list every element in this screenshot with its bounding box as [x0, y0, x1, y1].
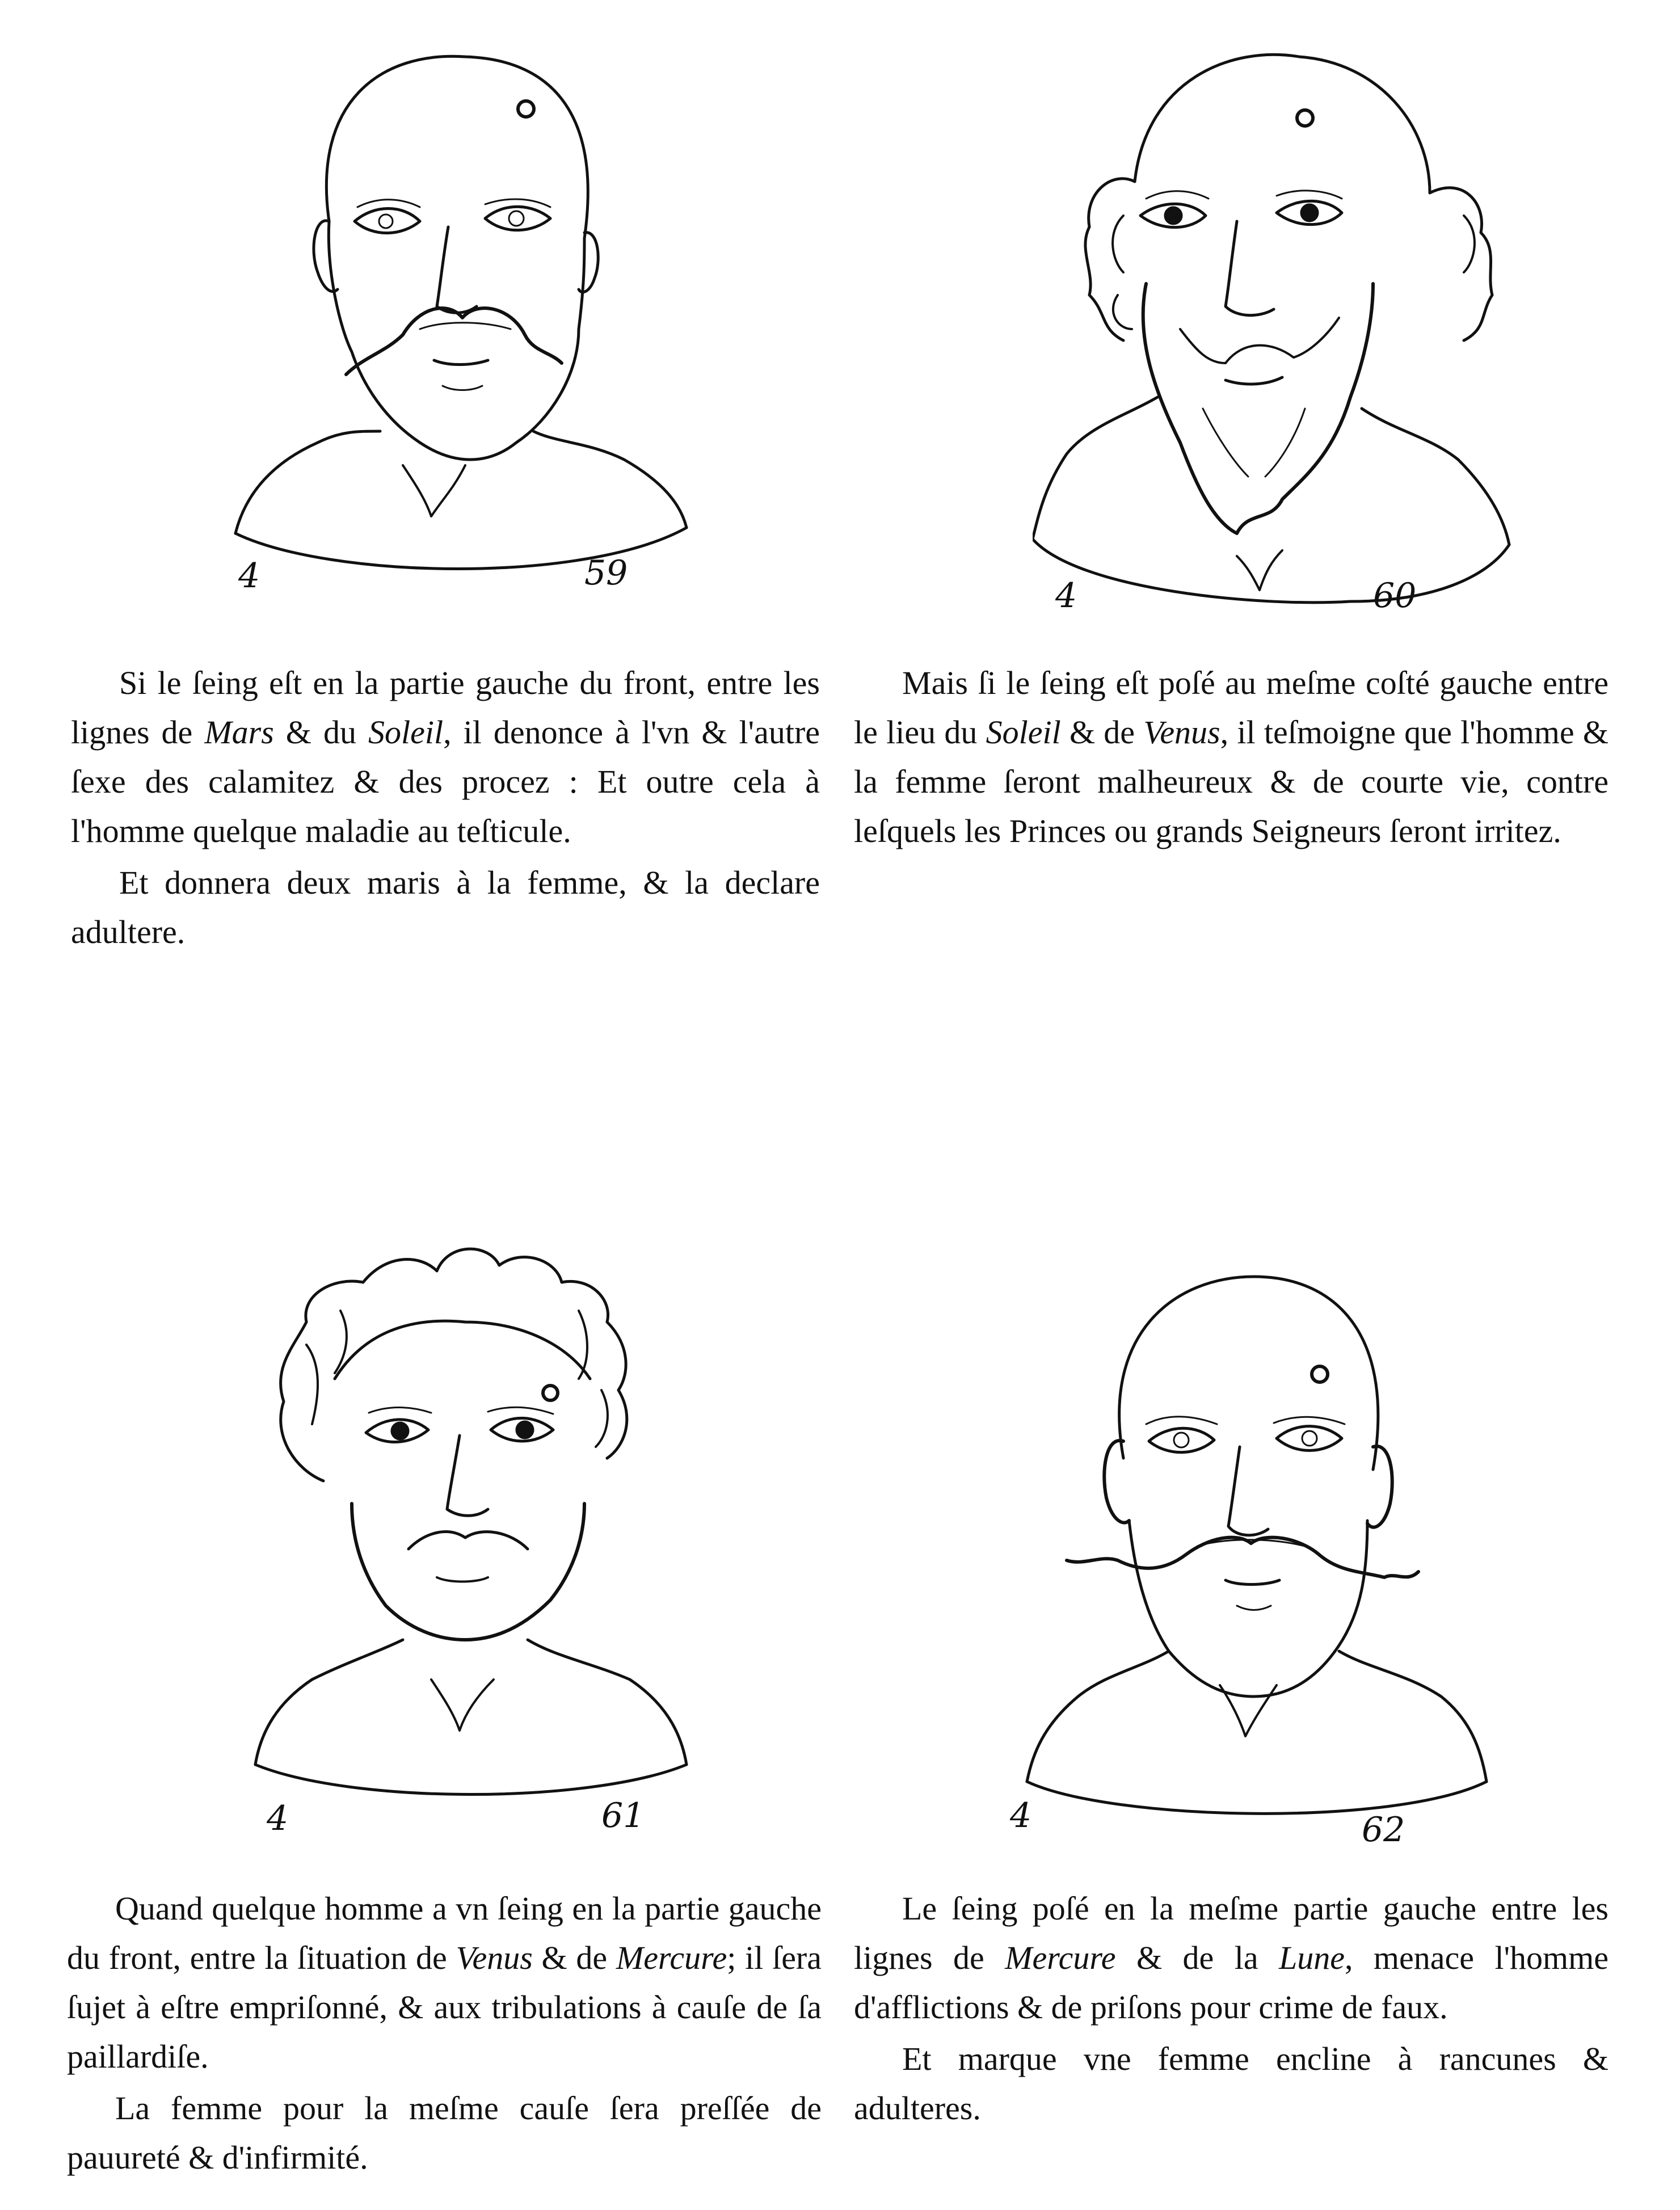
caption-60: [854, 658, 1609, 856]
caption-62: [854, 1884, 1609, 2133]
caption-paragraph: Quand quelque homme a vn ſeing en la partie gauche du front, entre la ſituation de Venus & de Mercure; il ſera ſujet à eſtre empriſonné, & aux tribulations à cauſe de ſa paillardiſe.: [67, 1890, 822, 2075]
figure-61: [238, 1231, 749, 1867]
plate-number: 4: [238, 556, 260, 596]
figure-number: 61: [601, 1796, 645, 1836]
figure-60: [1033, 45, 1600, 641]
caption-paragraph: Si le ſeing eſt en la partie gauche du front, entre les lignes de Mars & du Soleil, il denonce à l'vn & l'autre ſexe des calamitez & des procez : Et outre cela à l'homme quelque maladie au teſticule.: [71, 664, 820, 849]
caption-paragraph: Et marque vne femme encline à rancunes & adulteres.: [854, 2040, 1609, 2127]
bald-long-moustache-face-illustration: [999, 1254, 1566, 1895]
caption-61: [67, 1884, 822, 2182]
caption-paragraph: La femme pour la meſme cauſe ſera preſſée de pauureté & d'infirmité.: [67, 2090, 822, 2176]
plate-number: 4: [1010, 1796, 1032, 1836]
bald-moustache-face-illustration: [216, 34, 726, 624]
figure-number: 60: [1373, 576, 1417, 616]
caption-59: [71, 658, 820, 957]
figure-59: [216, 34, 726, 624]
figure-number: 59: [584, 553, 628, 593]
plate-number: 4: [1055, 576, 1077, 616]
caption-paragraph: Mais ſi le ſeing eſt poſé au meſme coſté gauche entre le lieu du Soleil & de Venus, il teſmoigne que l'homme & la femme ſeront malheureux & de courte vie, contre leſquels les Princes ou grands Seigneurs ſeront irritez.: [854, 664, 1609, 849]
curly-haired-bearded-face-illustration: [238, 1231, 749, 1867]
figure-62: [999, 1254, 1566, 1895]
caption-paragraph: Le ſeing poſé en la meſme partie gauche entre les lignes de Mercure & de la Lune, menace l'homme d'afflictions & de priſons pour crime de faux.: [854, 1890, 1609, 2026]
figure-number: 62: [1362, 1810, 1405, 1850]
caption-paragraph: Et donnera deux maris à la femme, & la declare adultere.: [71, 864, 820, 950]
bald-bearded-face-illustration: [1033, 45, 1600, 641]
plate-number: 4: [267, 1799, 289, 1838]
